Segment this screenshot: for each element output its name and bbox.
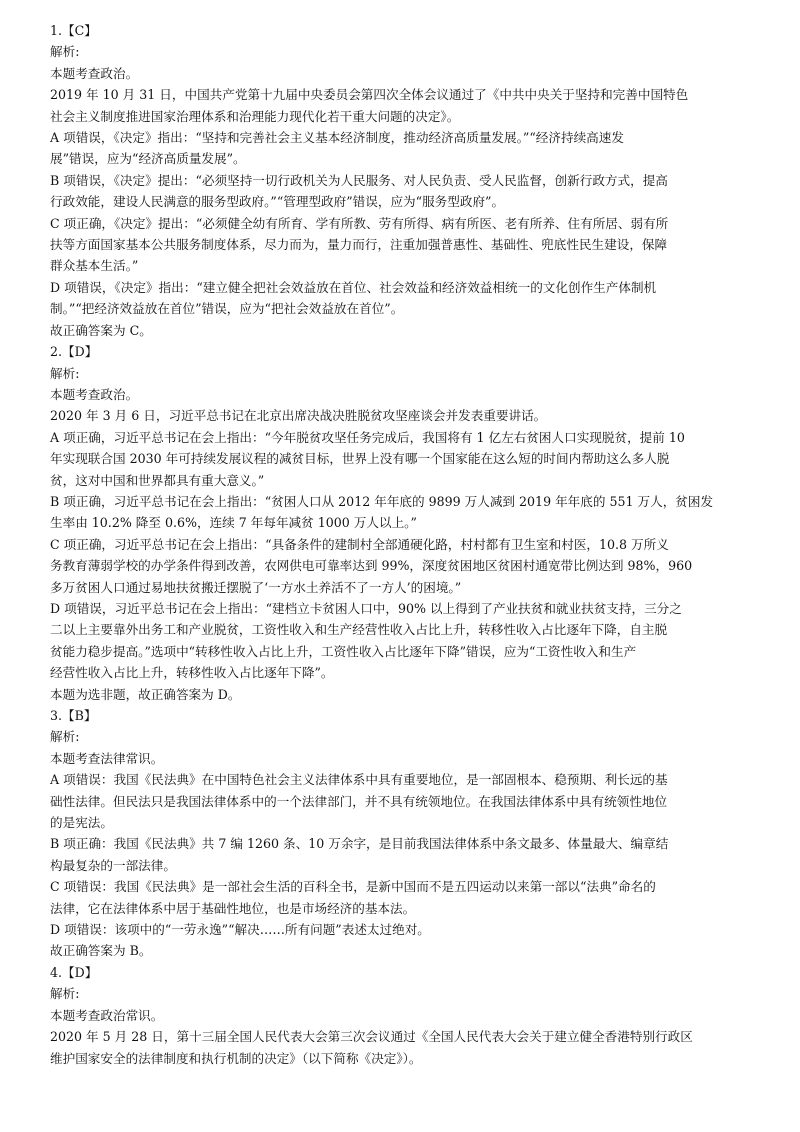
text-line: 解析: bbox=[50, 729, 80, 745]
text-line: 贫，这对中国和世界都具有重大意义。” bbox=[50, 472, 265, 488]
text-line: 务教育薄弱学校的办学条件得到改善，农网供电可靠率达到 99%，深度贫困地区贫困村通宽带比例达到 98%，960 bbox=[50, 558, 693, 574]
answer-explanation-document bbox=[50, 20, 752, 1069]
text-line: 社会主义制度推进国家治理体系和治理能力现代化若干重大问题的决定》。 bbox=[50, 108, 460, 124]
text-line: A 项错误：我国《民法典》在中国特色社会主义法律体系中具有重要地位，是一部固根本、稳预期、利长远的基 bbox=[50, 772, 668, 788]
text-line: 本题为选非题，故正确答案为 D。 bbox=[50, 686, 241, 702]
text-line: 二以上主要靠外出务工和产业脱贫，工资性收入和生产经营性收入占比上升，转移性收入占比逐年下降，自主脱 bbox=[50, 622, 668, 638]
text-line: 经营性收入占比上升，转移性收入占比逐年下降”。 bbox=[50, 665, 334, 681]
text-line: A 项正确，习近平总书记在会上指出：“今年脱贫攻坚任务完成后，我国将有 1 亿左右贫困人口实现脱贫，提前 10 bbox=[50, 429, 685, 445]
text-line: 本题考查政治。 bbox=[50, 65, 139, 81]
text-line: 础性法律。但民法只是我国法律体系中的一个法律部门，并不具有统领地位。在我国法律体系中具有统领性地位 bbox=[50, 793, 668, 809]
text-line: 解析: bbox=[50, 44, 80, 60]
text-line: 的是宪法。 bbox=[50, 815, 113, 831]
text-line: 2019 年 10 月 31 日，中国共产党第十九届中央委员会第四次全体会议通过了《中共中央关于坚持和完善中国特色 bbox=[50, 87, 689, 103]
text-line: 4.【D】 bbox=[50, 964, 98, 980]
text-line: B 项正确，习近平总书记在会上指出：“贫困人口从 2012 年年底的 9899 万人减到 2019 年年底的 551 万人，贫困发 bbox=[50, 493, 714, 509]
text-line: B 项错误，《决定》提出：“必须坚持一切行政机关为人民服务、对人民负责、受人民监督，创新行政方式，提高 bbox=[50, 172, 668, 188]
text-line: 生率由 10.2% 降至 0.6%，连续 7 年每年减贫 1000 万人以上。” bbox=[50, 515, 417, 531]
text-line: 维护国家安全的法律制度和执行机制的决定》（以下简称《决定》）。 bbox=[50, 1050, 422, 1066]
text-line: 故正确答案为 B。 bbox=[50, 943, 152, 959]
text-line: 贫能力稳步提高。”选项中“转移性收入占比上升，工资性收入占比逐年下降”错误，应为“工资性收入和生产 bbox=[50, 643, 637, 659]
text-line: D 项错误：该项中的“一劳永逸”“解决……所有问题”表述太过绝对。 bbox=[50, 922, 430, 938]
text-line: 2020 年 3 月 6 日，习近平总书记在北京出席决战决胜脱贫攻坚座谈会并发表重要讲话。 bbox=[50, 408, 547, 424]
text-line: 展”错误，应为“经济高质量发展”。 bbox=[50, 151, 246, 167]
text-line: 2.【D】 bbox=[50, 344, 98, 360]
text-line: 扶等方面国家基本公共服务制度体系，尽力而为，量力而行，注重加强普惠性、基础性、兜底性民生建设，保障 bbox=[50, 237, 668, 253]
text-line: 行政效能，建设人民满意的服务型政府。”“管理型政府”错误，应为“服务型政府”。 bbox=[50, 194, 505, 210]
text-line: C 项正确，习近平总书记在会上指出：“具备条件的建制村全部通硬化路，村村都有卫生室和村医，10.8 万所义 bbox=[50, 536, 669, 552]
text-line: 多万贫困人口通过易地扶贫搬迁摆脱了‘一方水土养活不了一方人’的困境。” bbox=[50, 579, 462, 595]
text-line: A 项错误，《决定》指出：“坚持和完善社会主义基本经济制度，推动经济高质量发展。”“经济持续高速发 bbox=[50, 130, 624, 146]
text-line: 解析: bbox=[50, 365, 80, 381]
text-line: 解析: bbox=[50, 986, 80, 1002]
text-line: 年实现联合国 2030 年可持续发展议程的减贫目标，世界上没有哪一个国家能在这么短的时间内帮助这么多人脱 bbox=[50, 451, 670, 467]
text-line: 制。”“把经济效益放在首位”错误，应为“把社会效益放在首位”。 bbox=[50, 301, 404, 317]
text-line: 本题考查政治常识。 bbox=[50, 1007, 164, 1023]
text-line: 本题考查法律常识。 bbox=[50, 750, 164, 766]
text-line: 法律，它在法律体系中居于基础性地位，也是市场经济的基本法。 bbox=[50, 900, 416, 916]
text-line: B 项正确：我国《民法典》共 7 编 1260 条、10 万余字，是目前我国法律体系中条文最多、体量最大、编章结 bbox=[50, 836, 669, 852]
text-line: D 项错误，《决定》指出：“建立健全把社会效益放在首位、社会效益和经济效益相统一的文化创作生产体制机 bbox=[50, 279, 657, 295]
text-line: 本题考查政治。 bbox=[50, 386, 139, 402]
text-line: 1.【C】 bbox=[50, 23, 97, 38]
text-line: 构最复杂的一部法律。 bbox=[50, 857, 176, 873]
text-line: C 项正确，《决定》提出：“必须健全幼有所育、学有所教、劳有所得、病有所医、老有所养、住有所居、弱有所 bbox=[50, 215, 669, 231]
text-line: 故正确答案为 C。 bbox=[50, 322, 152, 338]
text-line: 3.【B】 bbox=[50, 708, 97, 723]
text-line: C 项错误：我国《民法典》是一部社会生活的百科全书，是新中国而不是五四运动以来第一部以“法典”命名的 bbox=[50, 879, 656, 895]
text-line: D 项错误，习近平总书记在会上指出：“建档立卡贫困人口中，90% 以上得到了产业扶贫和就业扶贫支持，三分之 bbox=[50, 600, 682, 616]
text-line: 群众基本生活。” bbox=[50, 258, 139, 274]
text-line: 2020 年 5 月 28 日，第十三届全国人民代表大会第三次会议通过《全国人民代表大会关于建立健全香港特别行政区 bbox=[50, 1029, 693, 1045]
